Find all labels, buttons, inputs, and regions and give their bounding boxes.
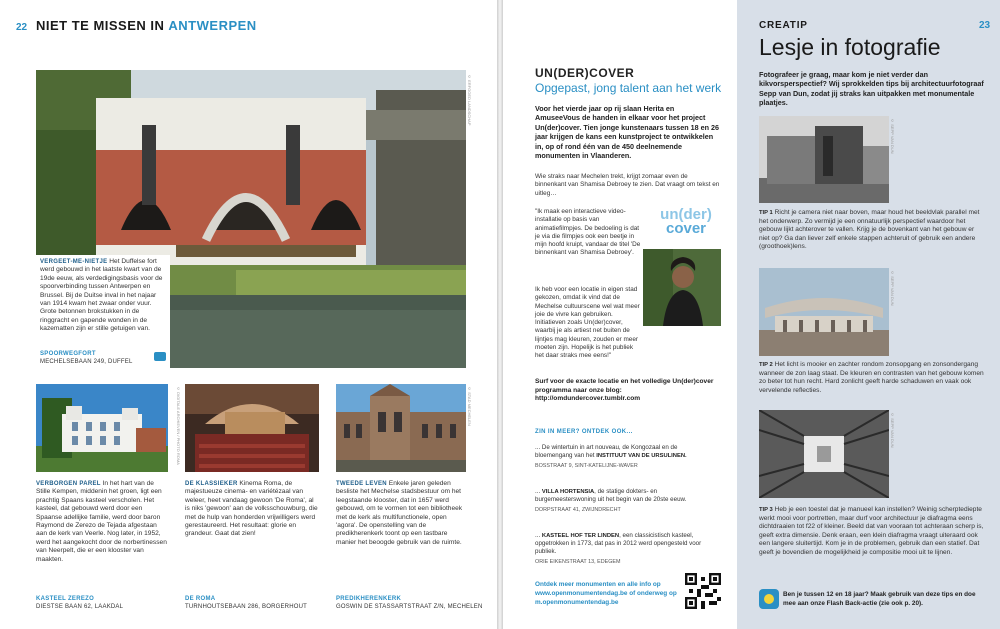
predikherenkerk-caption-text: Enkele jaren geleden besliste het Mechelse stadsbestuur om het leegstaande klooster, dat in 1657 werd gebouwd, om te vormen tot een bibliotheek met de kerk als multifunctionele, open 'agora'. De openstelling van de predikherenkerk toont op een tastbare manier het beoogde gebruik van de ruimte. xyxy=(336,480,463,546)
predikherenkerk-credit: © STAD MECHELEN xyxy=(467,386,472,426)
roma-credit: © DIGITALE ARCHIEVEN / PHOTO ROMA xyxy=(176,386,181,465)
building-photo-1 xyxy=(759,116,889,203)
flash-back-icon xyxy=(759,589,779,609)
entry-address: DORPSTRAAT 41, ZWIJNDRECHT xyxy=(535,507,621,513)
roma-caption-label: DE KLASSIEKER xyxy=(185,481,238,487)
undercover-logo-line2: cover xyxy=(665,220,707,237)
entry-text: ... xyxy=(535,488,542,495)
tip-2-label: TIP 2 xyxy=(759,362,773,368)
entry-address: BOSSTRAAT 9, SINT-KATELIJNE-WAVER xyxy=(535,463,638,469)
undercover-subtitle: Opgepast, jong talent aan het werk xyxy=(535,81,722,95)
header-prefix: NIET TE MISSEN IN xyxy=(36,18,165,33)
entry-address: ORIE EIKENSTRAAT 13, EDEGEM xyxy=(535,559,621,565)
tip-3 xyxy=(759,506,985,558)
creatip-title: Lesje in fotografie xyxy=(759,34,941,60)
entry-text-after: , de statige dokters- en burgemeesterswoning uit het begin van de 20ste eeuw. xyxy=(535,488,687,503)
tip-1 xyxy=(759,209,985,252)
kasteel-caption-label: VERBORGEN PAREL xyxy=(36,481,101,487)
page-number: 22 xyxy=(16,22,28,33)
roma-caption-text: Kinema Roma, de majestueuze cinema- en variétézaal van weleer, heet vandaag gewoon 'De Roma', al is niks 'gewoon' aan de volksschouwburg, die met de hulp van honderden vrijwilligers werd gerestaureerd. Het resultaat: glorie en grandeur. Gaat dat zien! xyxy=(185,480,318,538)
kasteel-caption xyxy=(36,480,168,564)
predikherenkerk-photo-image xyxy=(336,384,466,472)
building-photo-3 xyxy=(759,410,889,498)
ontdek-link[interactable]: Ontdek meer monumenten en alle info op www.openmonumentendag.be of onderweg op m.openmonumentendag.be xyxy=(535,581,677,606)
predikherenkerk-address: GOSWIN DE STASSARTSTRAAT Z/N, MECHELEN xyxy=(336,604,483,610)
building-photo-2-image xyxy=(759,268,889,356)
kasteel-address: DIESTSE BAAN 62, LAAKDAL xyxy=(36,604,124,610)
tip-1-text: Richt je camera niet naar boven, maar houd het beeldvlak parallel met het onderwerp. Zo vermijd je een onnatuurlijk perspectief waardoor het gebouw lijkt achterover te vallen. Krijg je de bovenkant van het gebouw er niet op? Ga dan liever zelf enkele stappen achteruit of gebruik een andere (groothoek)lens. xyxy=(759,209,980,251)
roma-photo-image xyxy=(185,384,319,472)
roma-place-name: DE ROMA xyxy=(185,596,216,602)
photo-credit-2: © SEPP VAN DUN xyxy=(890,270,895,306)
entry-title: KASTEEL HOF TER LINDEN xyxy=(541,533,620,539)
fort-address: MECHELSEBAAN 249, DUFFEL xyxy=(40,359,133,365)
page-number: 23 xyxy=(979,20,991,31)
list-item xyxy=(535,444,705,470)
undercover-intro: Voor het vierde jaar op rij slaan Herita en AmuseeVous de handen in elkaar voor het project Un(der)cover. Tien jonge kunstenaars tussen 18 en 26 jaar krijgen de kans een kunstproject te ontwikkelen in, op of rond één van de 450 deelnemende monumenten in Vlaanderen. xyxy=(535,104,720,161)
photo-credit-3: © SEPP VAN DUN xyxy=(890,412,895,448)
undercover-lead: Wie straks naar Mechelen trekt, krijgt zomaar even de binnenkant van Shamisa Debroey te zien. Dat vraagt om tekst en uitleg… xyxy=(535,173,720,197)
tip-2 xyxy=(759,361,985,395)
entry-title: VILLA HORTENSIA xyxy=(541,489,595,495)
kasteel-photo-image xyxy=(36,384,168,472)
qr-code[interactable] xyxy=(685,573,721,609)
undercover-column xyxy=(503,0,735,629)
creatip-page xyxy=(737,0,1000,629)
fort-caption-label: VERGEET-ME-NIETJE xyxy=(40,259,108,265)
tip-1-label: TIP 1 xyxy=(759,210,773,216)
qr-code-image xyxy=(685,573,721,609)
undercover-surf: Surf voor de exacte locatie en het volledige Un(der)cover programma naar onze blog: http://omdundercover.tumblr.com xyxy=(535,378,714,403)
artist-portrait-image xyxy=(643,249,721,326)
roma-location xyxy=(185,595,330,611)
predikherenkerk-caption xyxy=(336,480,466,547)
entry-title: INSTITUUT VAN DE URSULINEN. xyxy=(596,453,687,459)
list-item xyxy=(535,532,705,566)
building-photo-3-image xyxy=(759,410,889,498)
kasteel-photo xyxy=(36,384,168,472)
accessibility-icon xyxy=(154,352,166,361)
kasteel-caption-text: In het hart van de Stille Kempen, middenin het groen, ligt een prachtig Spaans kasteel verscholen. Het kasteel, dat gebouwd werd door een Spaanse adellijke familie, werd door baron Raymond de Zerezo de Tejada afgestaan aan de kerk van Veerle. Nog later, in 1952, werd het aangekocht door de norbertinessen van Neerpelt, die er een klooster van maakten. xyxy=(36,480,167,563)
artist-quote: "Ik maak een interactieve video-installatie op basis van animatiefilmpjes. De bedoeling is dat je via die filmpjes ook een beetje in mijn hoofd kruipt, vandaar de titel 'De binnenkant van Shamisa Debroey'. xyxy=(535,208,641,257)
section-header xyxy=(36,18,257,33)
header-city: ANTWERPEN xyxy=(168,18,257,33)
entry-text: ... De wintertuin in art nouveau, de Kongozaal en de bloemengang van het xyxy=(535,444,678,459)
fort-caption-text: Het Duffelse fort werd gebouwd in het laatste kwart van de 19de eeuw, als verdedigingsbasis voor de spoorverbinding tussen Antwerpen en Brussel. Bij de Duitse inval in het najaar van 1914 kwam het zwaar onder vuur. Grote betonnen brokstukken in de ringgracht en gapende wonden in de kazematten zijn er stille getuigen van. xyxy=(40,258,163,333)
tip-2-text: Het licht is mooier en zachter rondom zonsopgang en zonsondergang wanneer de zon laag staat. De kleuren en contrasten van het gebouw komen zo beter tot hun recht. Hard zonlicht geeft harde schaduwen en vaak ook vervelende reflecties. xyxy=(759,361,984,394)
list-item xyxy=(535,488,705,514)
roma-address: TURNHOUTSEBAAN 286, BORGERHOUT xyxy=(185,604,308,610)
creatip-intro: Fotografeer je graag, maar kom je niet verder dan kikvorsperspectief? Wij sprokkelden tips bij architectuurfotograaf Sepp van Dun, zodat jij straks kan uitpakken met monumentale plaatjes. xyxy=(759,70,984,108)
predikherenkerk-location xyxy=(336,595,496,611)
artist-quote-continued: Ik heb voor een locatie in eigen stad gekozen, omdat ik vind dat de Mechelse cultuurscene wel wat meer joie de vivre kan gebruiken. Initiatieven zoals Un(der)cover, waarbij je als artiest net buiten de lijntjes mag kleuren, zouden er meer moeten zijn. Hopelijk is het publiek het daar straks mee eens!" xyxy=(535,286,640,360)
building-photo-1-image xyxy=(759,116,889,203)
kasteel-place-name: KASTEEL ZEREZO xyxy=(36,596,95,602)
roma-photo xyxy=(185,384,319,472)
creatip-footer: Ben je tussen 12 en 18 jaar? Maak gebruik van deze tips en doe mee aan onze Flash Back-actie (zie ook p. 20). xyxy=(783,591,976,607)
building-photo-2 xyxy=(759,268,889,356)
artist-portrait xyxy=(643,249,721,326)
fort-location xyxy=(36,350,170,366)
kasteel-location xyxy=(36,595,176,611)
predikherenkerk-caption-label: TWEEDE LEVEN xyxy=(336,481,387,487)
entry-text: ... xyxy=(535,532,542,539)
zin-in-meer-heading: ZIN IN MEER? ONTDEK OOK... xyxy=(535,429,633,435)
predikherenkerk-photo xyxy=(336,384,466,472)
creatip-label: CREATIP xyxy=(759,20,808,31)
predikherenkerk-place-name: PREDIKHERENKERK xyxy=(336,596,402,602)
tip-3-label: TIP 3 xyxy=(759,507,773,513)
undercover-logo xyxy=(651,208,721,236)
left-page xyxy=(0,0,497,629)
undercover-title: UN(DER)COVER xyxy=(535,66,635,80)
undercover-logo-line1: un(der) xyxy=(660,206,712,223)
tip-3-text: Heb je een toestel dat je manueel kan instellen? Weinig scherptediepte werkt mooi voor portretten, maar durf voor architectuur je diafragma eens dichtdraaien tot f22 of kleiner. Beeld dat van vooraan tot achteraan scherp is, geeft extra dimensie. Denk eraan, een klein diafragma vraagt uiteraard ook een langere sluitertijd. Kom je in de problemen, gebruik dan een statief. Dat geeft je bovendien de mogelijkheid je compositie mooi uit te lijnen. xyxy=(759,506,984,556)
photo-credit: © ERFGOED LANDSCHAP xyxy=(467,74,472,126)
photo-credit-1: © SEPP VAN DUN xyxy=(890,118,895,154)
roma-caption xyxy=(185,480,319,539)
entry-text-after: , een classicistisch kasteel, opgetrokken in 1773, dat pas in 2012 werd opengesteld voor publiek. xyxy=(535,532,702,555)
fort-place-name: SPOORWEGFORT xyxy=(40,351,96,357)
